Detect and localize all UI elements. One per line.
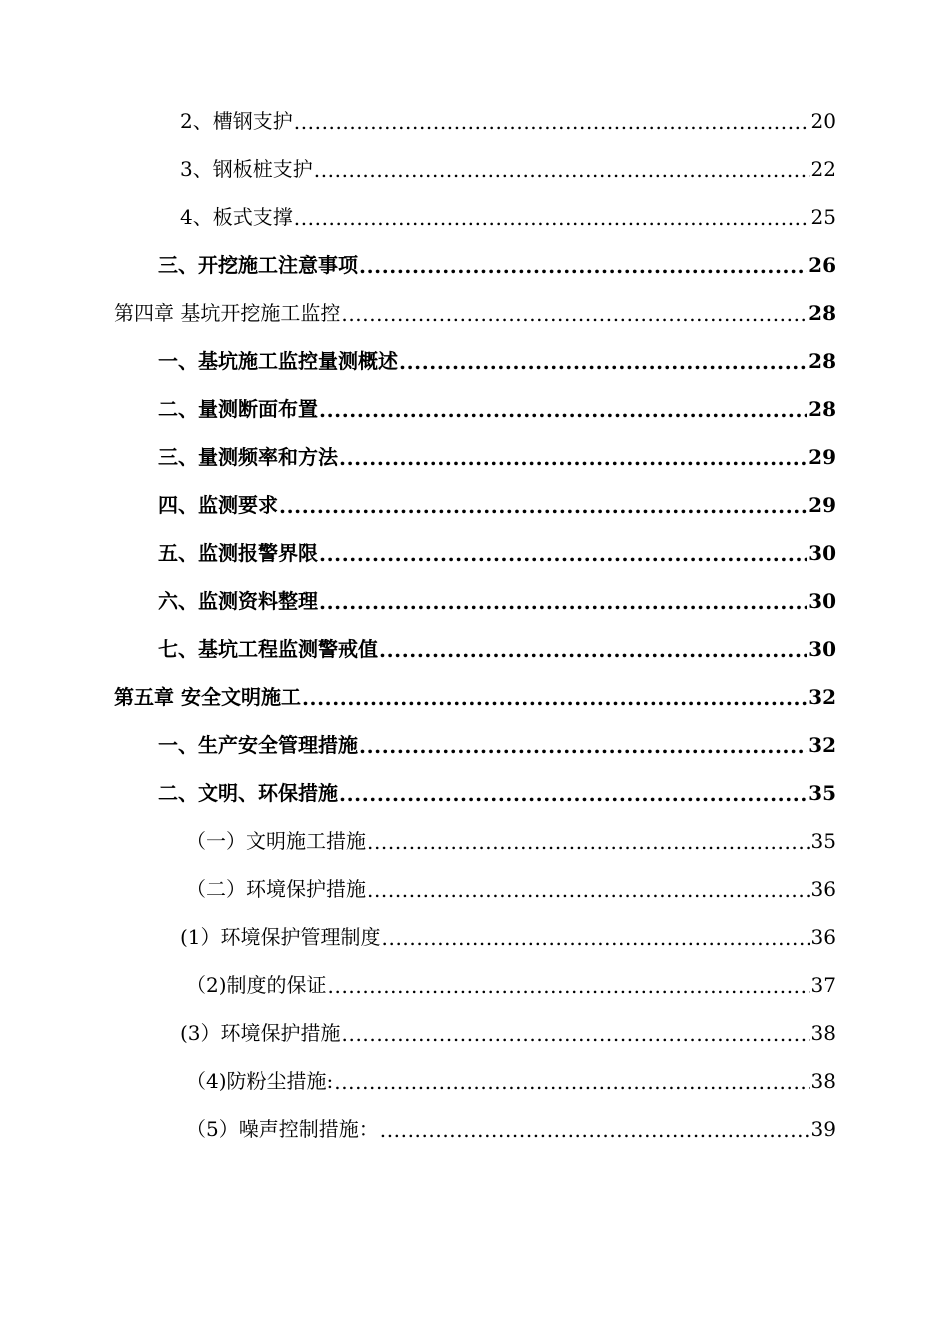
toc-dot-leader: [339, 784, 807, 804]
toc-entry[interactable]: [0, 534, 950, 582]
toc-dot-leader: [328, 976, 810, 996]
toc-entry-title: 4、板式支撑: [180, 205, 293, 229]
toc-entry[interactable]: [0, 918, 950, 966]
toc-entry-title: 3、钢板桩支护: [180, 157, 313, 181]
toc-dot-leader: [367, 832, 810, 852]
toc-entry-title: 三、量测频率和方法: [158, 445, 338, 469]
toc-entry[interactable]: [0, 1110, 950, 1158]
toc-entry[interactable]: [0, 438, 950, 486]
toc-dot-leader: [302, 688, 807, 708]
toc-entry[interactable]: [0, 150, 950, 198]
toc-entry[interactable]: [0, 246, 950, 294]
toc-entry[interactable]: [0, 390, 950, 438]
toc-dot-leader: [294, 112, 810, 132]
toc-dot-leader: [294, 208, 810, 228]
toc-dot-leader: [279, 496, 807, 516]
toc-dot-leader: [359, 256, 807, 276]
toc-entry[interactable]: [0, 198, 950, 246]
toc-dot-leader: [380, 1120, 810, 1140]
toc-entry[interactable]: [0, 726, 950, 774]
toc-entry-title: （二）环境保护措施: [186, 877, 366, 901]
toc-page-number: 22: [810, 157, 836, 181]
toc-page-number: 20: [810, 109, 836, 133]
toc-dot-leader: [339, 448, 807, 468]
toc-entry[interactable]: [0, 294, 950, 342]
toc-page-number: 28: [808, 349, 836, 373]
toc-entry[interactable]: [0, 1062, 950, 1110]
toc-dot-leader: [359, 736, 807, 756]
toc-dot-leader: [341, 304, 807, 324]
toc-entry-title: 2、槽钢支护: [180, 109, 293, 133]
toc-entry-title: （一）文明施工措施: [186, 829, 366, 853]
toc-entry-title: （2)制度的保证: [186, 973, 327, 997]
toc-page-number: 29: [808, 493, 836, 517]
toc-dot-leader: [319, 544, 807, 564]
toc-entry[interactable]: [0, 822, 950, 870]
toc-entry[interactable]: [0, 1014, 950, 1062]
toc-dot-leader: [314, 160, 810, 180]
table-of-contents: [0, 102, 950, 1158]
toc-entry-title: 一、基坑施工监控量测概述: [158, 349, 398, 373]
toc-entry[interactable]: [0, 870, 950, 918]
toc-page-number: 39: [810, 1117, 836, 1141]
toc-page-number: 28: [808, 301, 836, 325]
toc-page-number: 35: [810, 829, 836, 853]
toc-entry[interactable]: [0, 486, 950, 534]
toc-page-number: 32: [808, 733, 836, 757]
toc-dot-leader: [342, 1024, 810, 1044]
toc-entry-title: 第五章 安全文明施工: [114, 685, 301, 709]
toc-page-number: 30: [808, 589, 836, 613]
toc-page-number: 37: [810, 973, 836, 997]
toc-page-number: 36: [810, 925, 836, 949]
toc-page-number: 35: [808, 781, 836, 805]
toc-entry-title: 一、生产安全管理措施: [158, 733, 358, 757]
toc-dot-leader: [319, 592, 807, 612]
toc-entry-title: (1）环境保护管理制度: [180, 925, 381, 949]
toc-page-number: 26: [808, 253, 836, 277]
toc-entry-title: 二、文明、环保措施: [158, 781, 338, 805]
toc-page-number: 38: [810, 1021, 836, 1045]
toc-entry[interactable]: [0, 678, 950, 726]
toc-dot-leader: [319, 400, 807, 420]
toc-entry[interactable]: [0, 582, 950, 630]
toc-page-number: 28: [808, 397, 836, 421]
toc-entry[interactable]: [0, 630, 950, 678]
toc-entry-title: 六、监测资料整理: [158, 589, 318, 613]
toc-entry[interactable]: [0, 774, 950, 822]
toc-entry-title: （4)防粉尘措施:: [186, 1069, 334, 1093]
toc-page-number: 30: [808, 541, 836, 565]
toc-page-number: 30: [808, 637, 836, 661]
toc-dot-leader: [334, 1072, 809, 1092]
toc-entry-title: 七、基坑工程监测警戒值: [158, 637, 378, 661]
toc-page-number: 25: [810, 205, 836, 229]
toc-page-number: 29: [808, 445, 836, 469]
toc-entry-title: 第四章 基坑开挖施工监控: [114, 301, 341, 325]
toc-entry-title: 四、监测要求: [158, 493, 278, 517]
toc-entry-title: (3）环境保护措施: [180, 1021, 341, 1045]
toc-page-number: 38: [810, 1069, 836, 1093]
toc-dot-leader: [399, 352, 807, 372]
toc-dot-leader: [382, 928, 810, 948]
toc-dot-leader: [379, 640, 807, 660]
toc-entry-title: 三、开挖施工注意事项: [158, 253, 358, 277]
toc-entry-title: 五、监测报警界限: [158, 541, 318, 565]
toc-entry-title: 二、量测断面布置: [158, 397, 318, 421]
toc-dot-leader: [367, 880, 810, 900]
toc-entry[interactable]: [0, 966, 950, 1014]
toc-entry-title: （5）噪声控制措施：: [186, 1117, 379, 1141]
toc-entry[interactable]: [0, 342, 950, 390]
toc-entry[interactable]: [0, 102, 950, 150]
toc-page-number: 36: [810, 877, 836, 901]
toc-page-number: 32: [808, 685, 836, 709]
